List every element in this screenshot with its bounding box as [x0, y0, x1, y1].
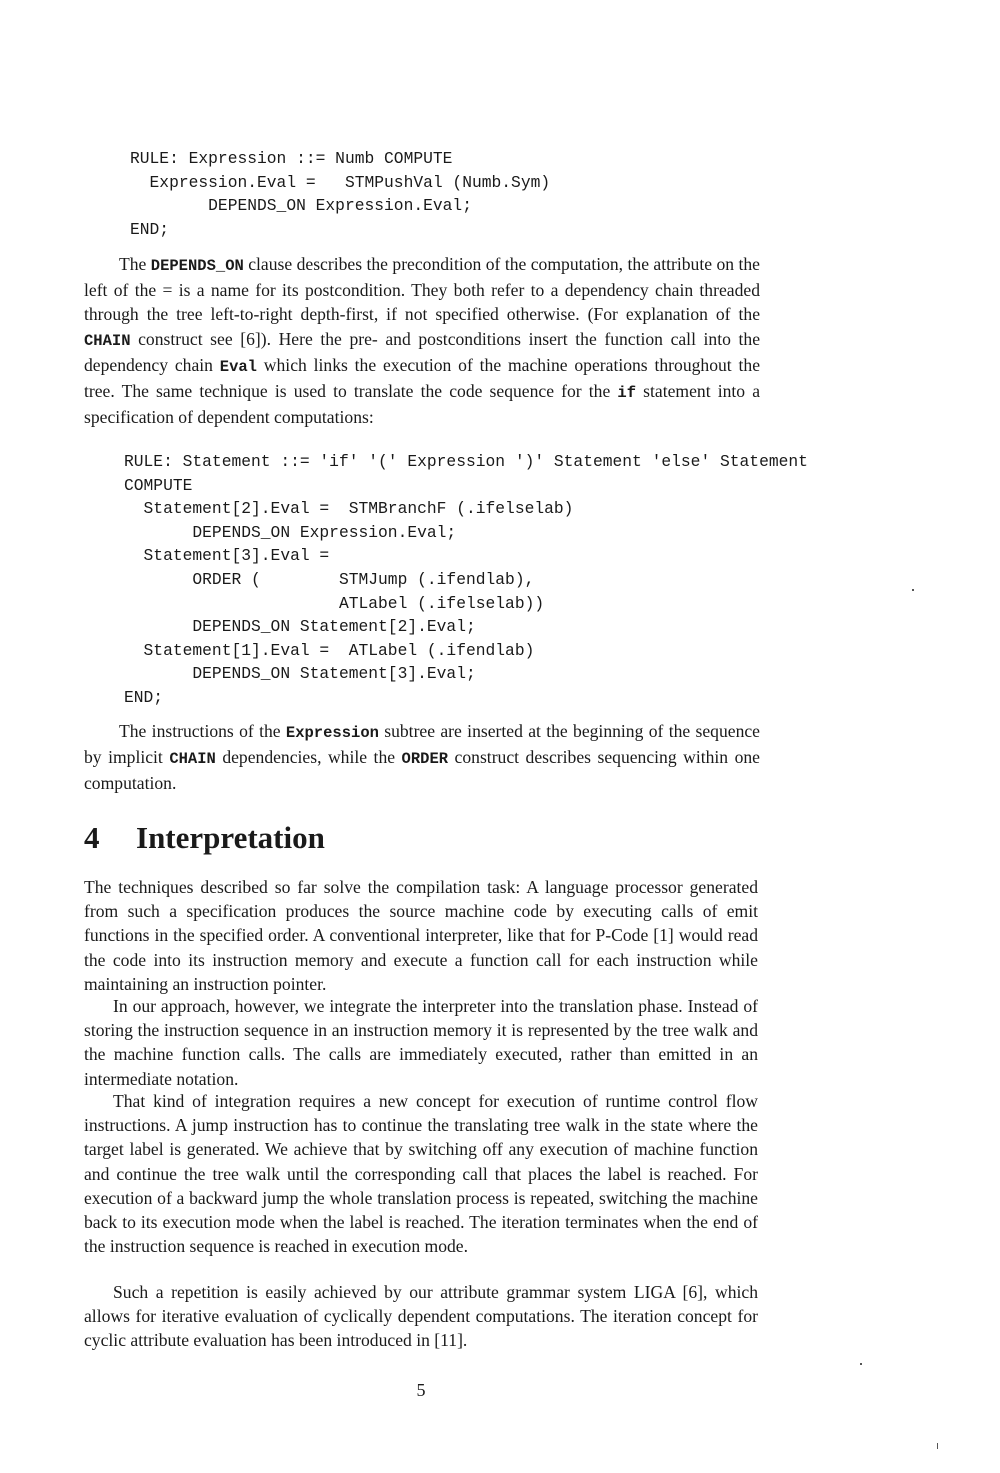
- scan-speck: [937, 1443, 938, 1449]
- section-number: 4: [84, 820, 100, 855]
- code-line: Statement[2].Eval = STMBranchF (.ifelselab): [124, 499, 574, 519]
- section-title: Interpretation: [136, 820, 325, 855]
- inline-code-order: ORDER: [401, 750, 449, 769]
- inline-code-chain: CHAIN: [84, 331, 131, 350]
- code-line: DEPENDS_ON Expression.Eval;: [130, 196, 472, 216]
- inline-code-expression: Expression: [285, 724, 379, 742]
- paragraph-our-approach: In our approach, however, we integrate the interpreter into the translation phase. Instead of storing the instruction sequence in an instruction memory it is represented by the tree walk and the machine function calls. The calls are immediately executed, rather than emitted in an intermediate notation.: [84, 996, 758, 1089]
- code-line: RULE: Statement ::= 'if' '(' Expression ')' Statement 'else' Statement: [124, 452, 808, 471]
- code-block-statement-rule: [124, 450, 808, 710]
- code-line: END;: [130, 219, 170, 239]
- code-line: ORDER ( STMJump (.ifendlab),: [124, 569, 535, 589]
- inline-code-depends-on: DEPENDS_ON: [150, 257, 244, 275]
- paragraph-liga: Such a repetition is easily achieved by our attribute grammar system LIGA [6], which allows for iterative evaluation of cyclically dependent computations. The iteration concept for cyclic attribute evaluation has been introduced in [11].: [84, 1282, 758, 1351]
- paragraph-expression-subtree: The instructions of the Expression subtree are inserted at the beginning of the sequence by implicit CHAIN dependencies, while the ORDER construct describes sequencing within one computation.: [84, 721, 760, 794]
- code-line: Statement[1].Eval = ATLabel (.ifendlab): [124, 640, 535, 660]
- code-line: DEPENDS_ON Expression.Eval;: [124, 522, 457, 542]
- inline-code-chain: CHAIN: [169, 750, 216, 769]
- scan-speck: [912, 589, 914, 591]
- paragraph-compilation-task: The techniques described so far solve the compilation task: A language processor generated from such a specification produces the source machine code by executing calls of emit functions in the specified order. A conventional interpreter, like that for P-Code [1] would read the code into its instruction memory and execute a function call for each instruction while maintaining an instruction pointer.: [84, 877, 758, 994]
- code-line: ATLabel (.ifelselab)): [124, 593, 545, 613]
- paragraph-integration: That kind of integration requires a new concept for execution of runtime control flow instructions. A jump instruction has to continue the translating tree walk in the state where the target label is generated. We achieve that by switching off any execution of machine function and continue the tree walk until the corresponding call that places the label is reached. For execution of a backward jump the whole translation process is repeated, switching the machine back to its execution mode when the label is reached. The iteration terminates when the end of the instruction sequence is reached in execution mode.: [84, 1091, 758, 1257]
- scan-speck: [860, 1363, 862, 1365]
- code-line: COMPUTE: [124, 475, 193, 495]
- code-line: Statement[3].Eval =: [124, 546, 330, 566]
- code-line: END;: [124, 687, 164, 707]
- code-line: DEPENDS_ON Statement[3].Eval;: [124, 664, 476, 684]
- inline-code-eval: Eval: [219, 357, 257, 376]
- code-line: Expression.Eval = STMPushVal (Numb.Sym): [130, 172, 551, 192]
- code-block-expression-rule: [130, 147, 550, 241]
- paragraph-depends-on: The DEPENDS_ON clause describes the precondition of the computation, the attribute on the left of the = is a name for its postcondition. They both refer to a dependency chain threaded through the tree left-to-right depth-first, if not specified otherwise. (For explanation of the CHAIN construct see [6]). Here the pre- and postconditions insert the function call into the dependency chain Eval which links the execution of the machine operations throughout the tree. The same technique is used to translate the code sequence for the if statement into a specification of dependent computations:: [84, 254, 761, 428]
- page-number: 5: [416, 1380, 426, 1400]
- code-line: DEPENDS_ON Statement[2].Eval;: [124, 617, 476, 637]
- code-line: RULE: Expression ::= Numb COMPUTE: [130, 149, 453, 168]
- inline-code-if: if: [617, 384, 637, 403]
- section-heading: [84, 818, 325, 858]
